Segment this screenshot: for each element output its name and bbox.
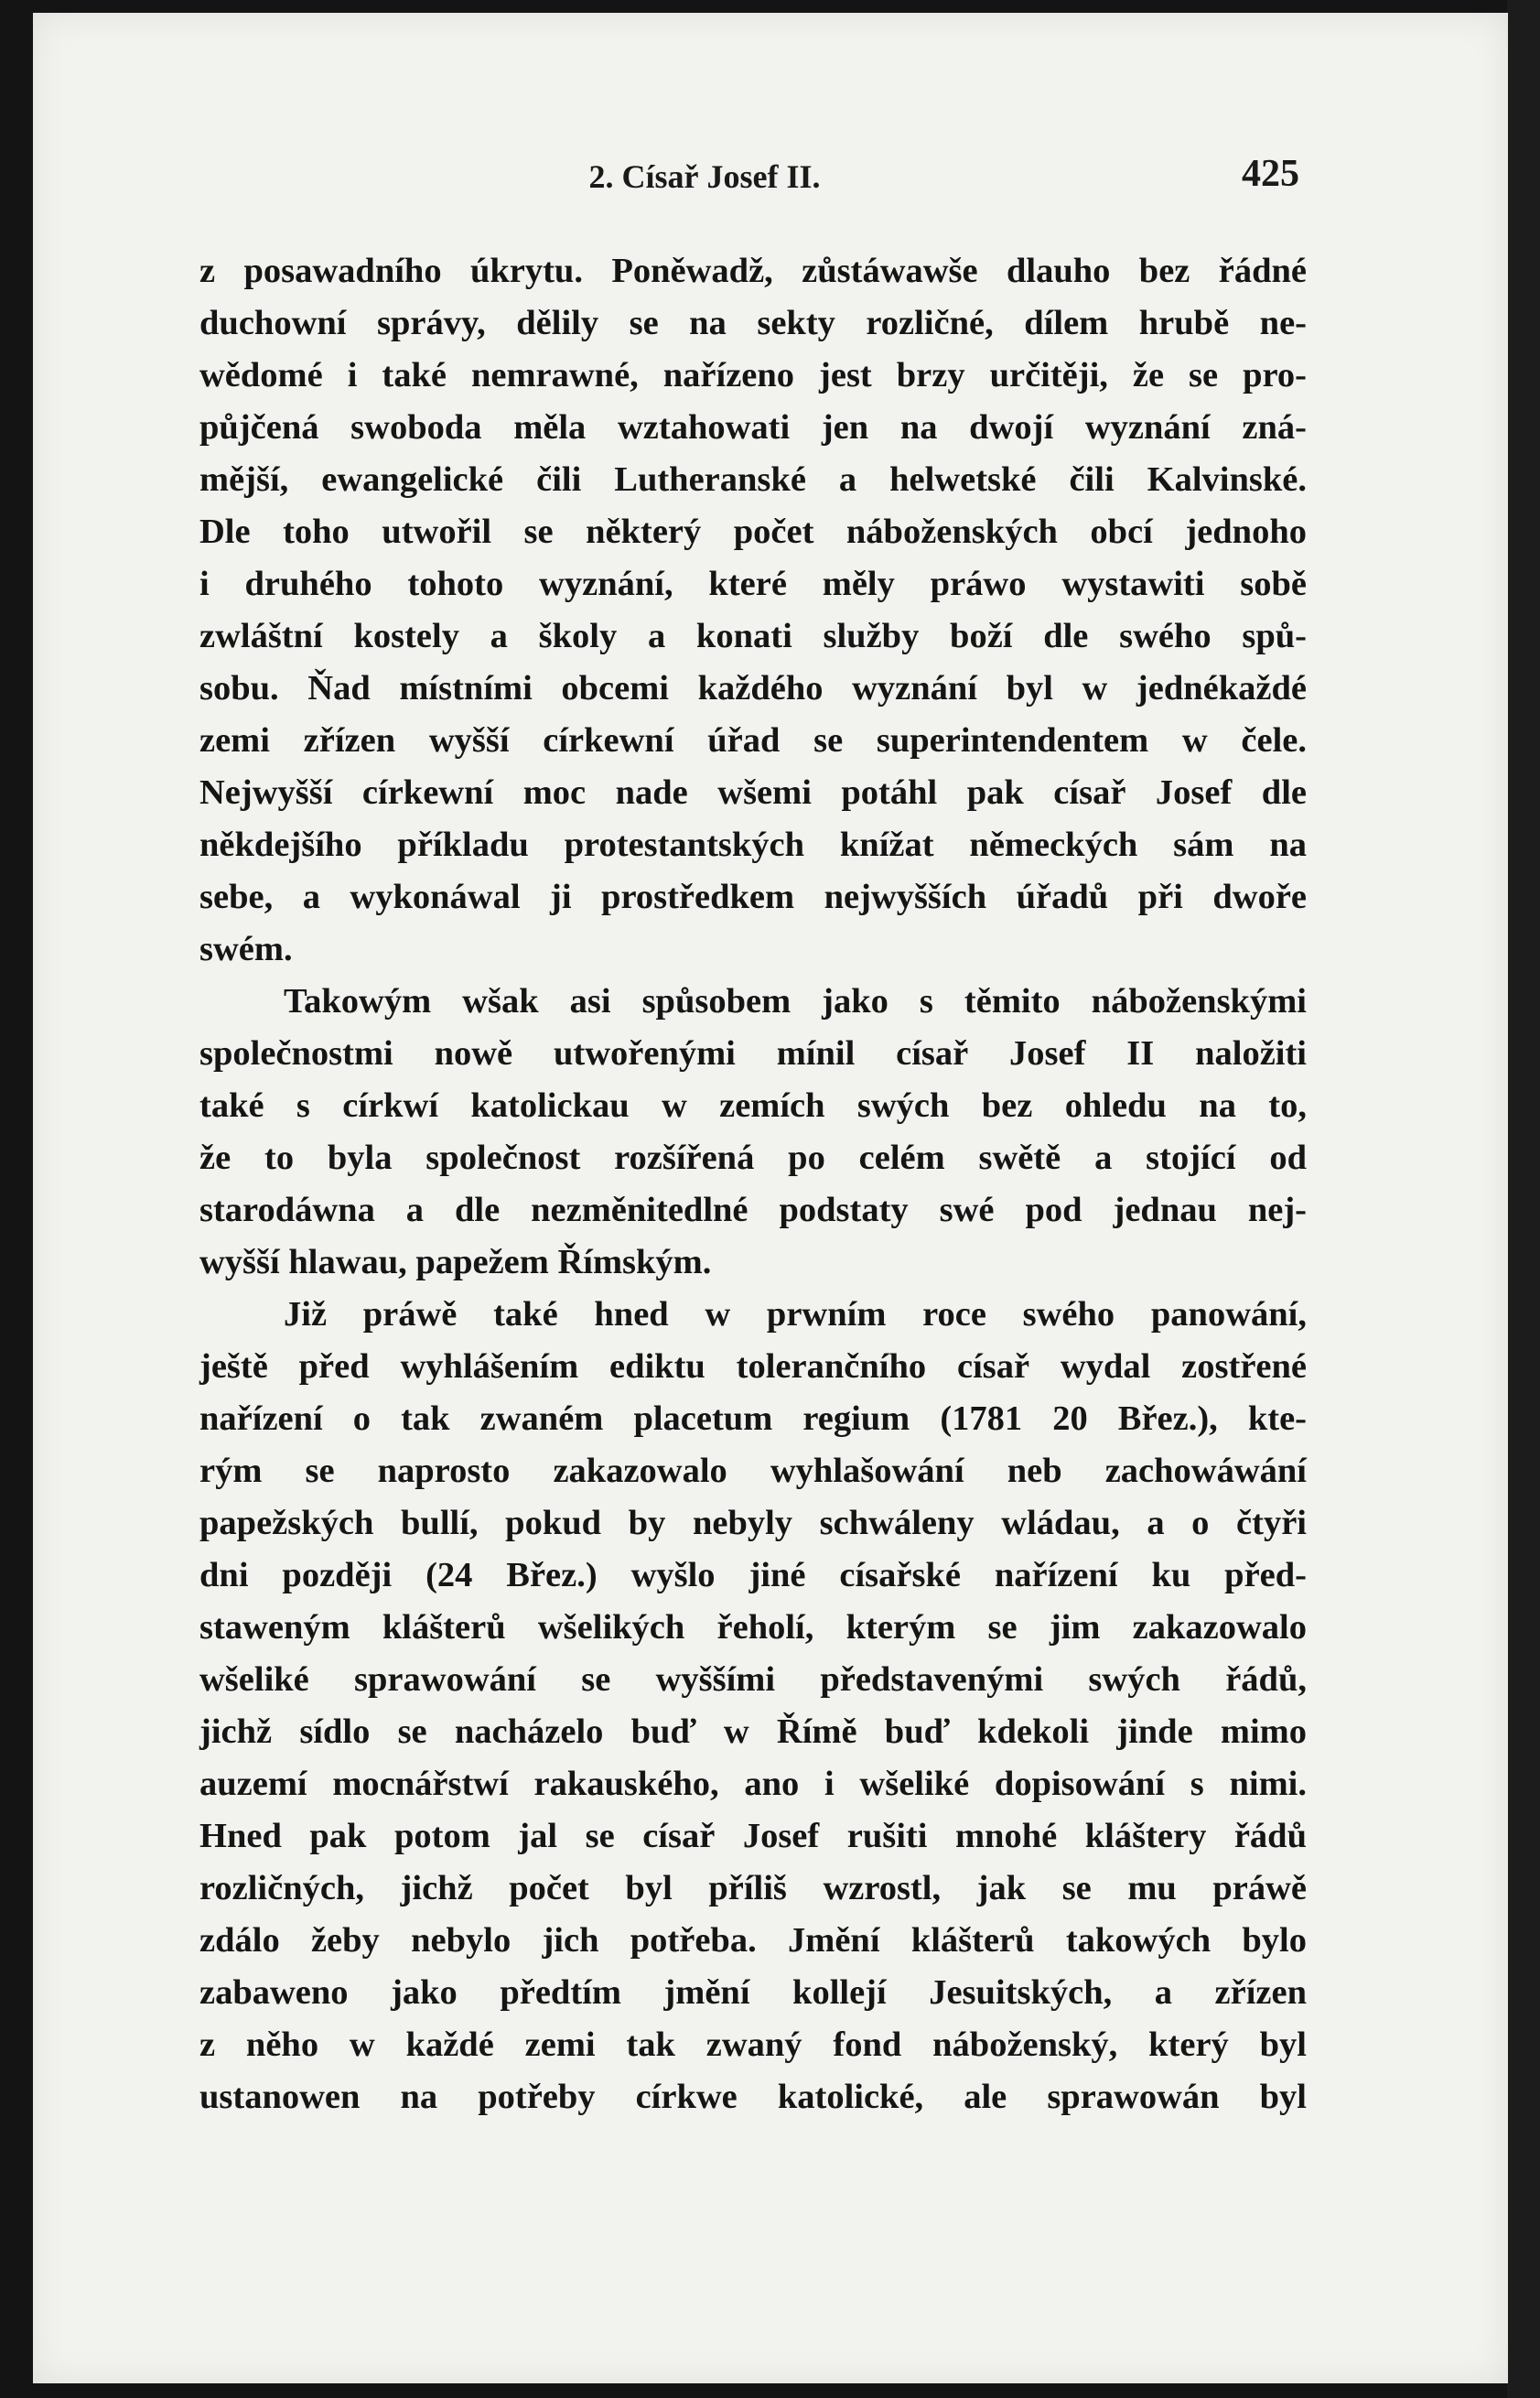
text-line: jichž sídlo se nacházelo buď w Římě buď kdekoli jinde mimo <box>199 1712 1307 1751</box>
text-line: zabaweno jako předtím jmění kollejí Jesuitských, a zřízen <box>199 1973 1307 2012</box>
text-line: papežských bullí, pokud by nebyly schwáleny wládau, a o čtyři <box>199 1504 1307 1542</box>
body-text <box>199 245 1307 2123</box>
page-header <box>165 145 1299 200</box>
text-line: Takowým wšak asi spůsobem jako s těmito náboženskými <box>284 982 1307 1021</box>
scan-dark-edge <box>1507 0 1540 2398</box>
text-line: někdejšího příkladu protestantských knížat německých sám na <box>199 826 1307 864</box>
text-line: wědomé i také nemrawné, nařízeno jest brzy určitěji, že se pro- <box>199 356 1307 394</box>
text-line: ustanowen na potřeby církwe katolické, ale sprawowán byl <box>199 2078 1307 2116</box>
running-title: 2. Císař Josef II. <box>588 158 821 195</box>
text-line: z něho w každé zemi tak zwaný fond náboženský, který byl <box>199 2025 1307 2064</box>
text-line: zwláštní kostely a školy a konati služby boží dle swého spů- <box>199 617 1307 655</box>
text-line: společnostmi nowě utwořenými mínil císař Josef II naložiti <box>199 1034 1307 1073</box>
text-line: swém. <box>199 930 293 968</box>
text-line: půjčená swoboda měla wztahowati jen na dwojí wyznání zná- <box>199 408 1307 447</box>
text-line: Nejwyšší církewní moc nade wšemi potáhl pak císař Josef dle <box>199 773 1307 812</box>
text-line: mější, ewangelické čili Lutheranské a helwetské čili Kalvinské. <box>199 460 1307 499</box>
page-number: 425 <box>1242 153 1299 195</box>
text-line: Hned pak potom jal se císař Josef rušiti mnohé kláštery řádů <box>199 1817 1307 1855</box>
text-line: wyšší hlawau, papežem Římským. <box>199 1243 712 1281</box>
text-line: Již práwě také hned w prwním roce swého panowání, <box>284 1295 1307 1334</box>
text-line: zdálo žeby nebylo jich potřeba. Jmění klášterů takowých bylo <box>199 1921 1307 1960</box>
text-line: Dle toho utwořil se některý počet náboženských obcí jednoho <box>199 513 1307 551</box>
text-line: stawеným klášterů wšelikých řeholí, kterým se jim zakazowalo <box>199 1608 1307 1647</box>
text-line: i druhého tohoto wyznání, které měly práwo wystawiti sobě <box>199 565 1307 603</box>
text-line: ještě před wyhlášením ediktu tolerančního císař wydal zostřené <box>199 1347 1307 1386</box>
text-line: zemi zřízen wyšší církewní úřad se superintendentem w čele. <box>199 721 1307 760</box>
text-line: sobu. Ňad místními obcemi každého wyznání byl w jednékaždé <box>199 669 1307 708</box>
text-line: starodáwna a dle nezměnitedlné podstaty swé pod jednau nej- <box>199 1191 1307 1229</box>
text-line: také s církwí katolickau w zemích swých bez ohledu na to, <box>199 1086 1307 1125</box>
text-line: auzemí mocnářstwí rakauského, ano i wšeliké dopisowání s nimi. <box>199 1765 1307 1803</box>
text-line: dni později (24 Břez.) wyšlo jiné císařské nařízení ku před- <box>199 1556 1307 1594</box>
text-line: z posawadního úkrytu. Poněwadž, zůstáwawše dlauho bez řádné <box>199 252 1307 290</box>
text-line: duchowní správy, dělily se na sekty rozličné, dílem hrubě ne- <box>199 304 1307 342</box>
text-line: sebe, a wykonáwal ji prostředkem nejwyšších úřadů při dwoře <box>199 878 1307 916</box>
text-line: nařízení o tak zwaném placetum regium (1781 20 Břez.), kte- <box>199 1399 1307 1438</box>
text-line: rozličných, jichž počet byl příliš wzrostl, jak se mu práwě <box>199 1869 1307 1907</box>
text-line: rým se naprosto zakazowalo wyhlašowání neb zachowáwání <box>199 1452 1307 1490</box>
text-line: že to byla společnost rozšířená po celém swětě a stojící od <box>199 1139 1307 1177</box>
text-line: wšeliké sprawowání se wyššími představenými swých řádů, <box>199 1660 1307 1699</box>
